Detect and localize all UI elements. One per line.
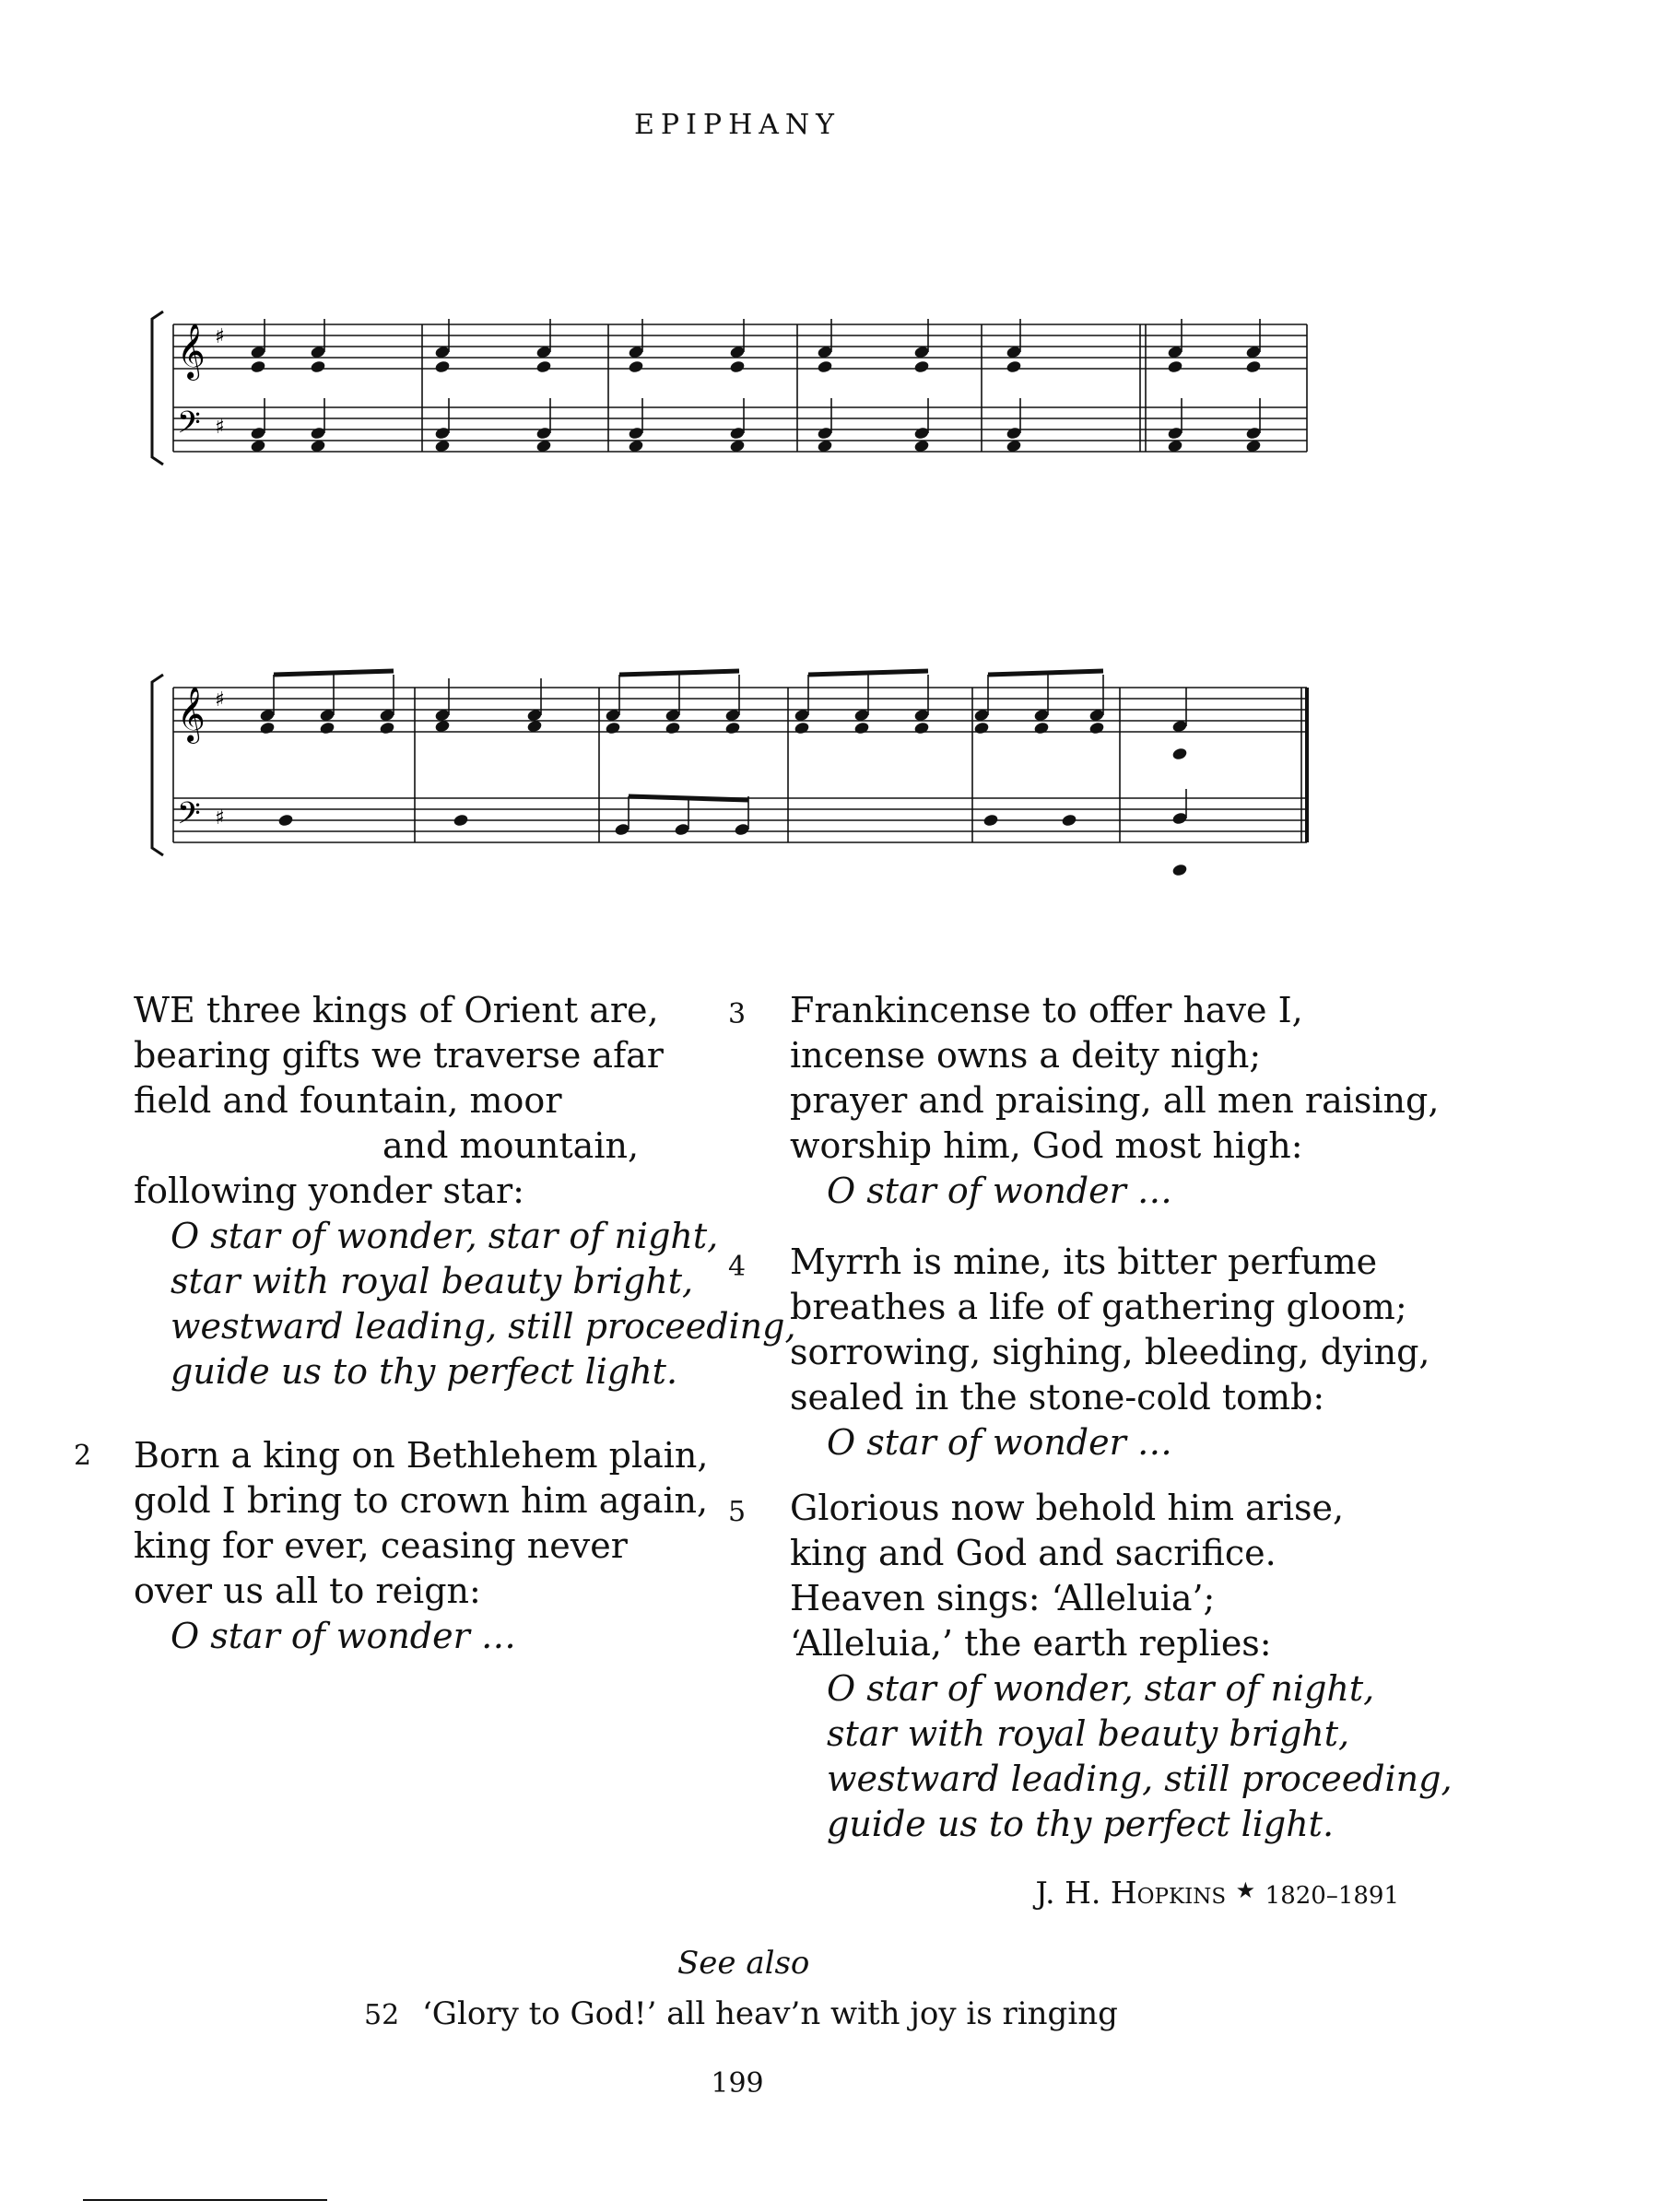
note-beam <box>619 671 739 675</box>
author-surname: Hopkins <box>1110 1875 1227 1911</box>
note-beam <box>274 671 394 675</box>
verse-number: 2 <box>74 1440 92 1472</box>
key-signature-sharp: ♯ <box>215 688 225 712</box>
verse-line: sealed in the stone-cold tomb: <box>790 1377 1325 1418</box>
note-head <box>259 721 276 735</box>
note-head <box>1171 863 1188 877</box>
refrain-line: guide us to thy perfect light. <box>171 1351 678 1392</box>
verse-line: sorrowing, sighing, bleeding, dying, <box>790 1332 1430 1372</box>
verse-line: prayer and praising, all men raising, <box>790 1080 1440 1121</box>
key-signature-sharp: ♯ <box>215 806 225 830</box>
music-score <box>138 276 1336 940</box>
verse-5 <box>790 1486 1453 1847</box>
refrain-line: westward leading, still proceeding, <box>827 1759 1453 1799</box>
page-number: 199 <box>711 2067 764 2100</box>
author-dates: 1820–1891 <box>1265 1882 1399 1910</box>
note-head <box>605 721 621 735</box>
verse-2 <box>134 1433 708 1659</box>
note-head <box>729 359 746 373</box>
refrain-line: O star of wonder, star of night, <box>171 1216 719 1256</box>
verse-line: worship him, God most high: <box>790 1125 1303 1166</box>
verse-1 <box>134 988 796 1394</box>
note-head <box>379 721 395 735</box>
treble-clef-icon: 𝄞 <box>177 324 206 379</box>
verse-number: 3 <box>728 998 747 1030</box>
verse-line: breathes a life of gathering gloom; <box>790 1287 1407 1327</box>
verse-line: and mountain, <box>382 1125 640 1166</box>
note-head <box>665 721 681 735</box>
refrain-line: guide us to thy perfect light. <box>827 1804 1335 1844</box>
note-head <box>913 721 930 735</box>
note-head <box>794 721 810 735</box>
verse-number: 4 <box>728 1251 747 1283</box>
bass-clef-icon: 𝄢 <box>177 796 201 839</box>
refrain-line: star with royal beauty bright, <box>827 1713 1350 1754</box>
refrain-reference: O star of wonder … <box>827 1422 1172 1463</box>
note-head <box>1006 359 1022 373</box>
system-bracket <box>152 312 163 465</box>
verse-4 <box>790 1240 1430 1465</box>
verse-line: Frankincense to offer have I, <box>790 990 1303 1030</box>
note-head <box>453 813 469 827</box>
note-head <box>1245 359 1262 373</box>
note-head <box>310 359 326 373</box>
verse-line: following yonder star: <box>134 1171 524 1211</box>
verse-line: field and fountain, moor <box>134 1080 562 1121</box>
key-signature-sharp: ♯ <box>215 325 225 348</box>
verse-line: Heaven sings: ‘Alleluia’; <box>790 1578 1216 1618</box>
verse-line: gold I bring to crown him again, <box>134 1480 709 1521</box>
treble-clef-icon: 𝄞 <box>177 687 206 742</box>
refrain-line: O star of wonder, star of night, <box>827 1668 1375 1709</box>
verse-line: bearing gifts we traverse afar <box>134 1035 664 1076</box>
verse-line: over us all to reign: <box>134 1571 481 1611</box>
note-head <box>1171 747 1188 760</box>
note-head <box>973 721 990 735</box>
refrain-reference: O star of wonder … <box>827 1171 1172 1211</box>
note-head <box>817 359 833 373</box>
author-attribution <box>1035 1875 1399 1911</box>
refrain-reference: O star of wonder … <box>171 1616 516 1656</box>
hymn-title: ‘Glory to God!’ all heav’n with joy is ringing <box>422 1995 1118 2032</box>
verse-line: Born a king on Bethlehem plain, <box>134 1435 709 1476</box>
author-initials: J. H. <box>1035 1875 1101 1911</box>
verse-line: Myrrh is mine, its bitter perfume <box>790 1241 1378 1282</box>
note-head <box>724 721 741 735</box>
note-head <box>250 359 266 373</box>
refrain-line: star with royal beauty bright, <box>171 1261 694 1301</box>
see-also-label: See also <box>677 1945 810 1982</box>
note-head <box>1088 721 1105 735</box>
verse-line: king for ever, ceasing never <box>134 1525 628 1566</box>
verse-number: 5 <box>728 1496 747 1528</box>
note-head <box>1033 721 1050 735</box>
hymn-number: 52 <box>364 1999 400 2031</box>
verse-line: king and God and sacrifice. <box>790 1533 1277 1573</box>
footer-rule <box>83 2199 327 2201</box>
key-signature-sharp: ♯ <box>215 416 225 439</box>
note-head <box>913 359 930 373</box>
note-head <box>628 359 644 373</box>
note-beam <box>808 671 928 675</box>
star-icon: ★ <box>1235 1877 1256 1903</box>
note-head <box>319 721 335 735</box>
note-head <box>277 813 294 827</box>
verse-line: Glorious now behold him arise, <box>790 1488 1345 1528</box>
note-beam <box>629 796 748 800</box>
note-head <box>853 721 870 735</box>
note-head <box>982 813 999 827</box>
see-also-item <box>364 1995 1118 2032</box>
verse-line: ‘Alleluia,’ the earth replies: <box>790 1623 1272 1664</box>
verse-line: WE three kings of Orient are, <box>134 990 659 1030</box>
refrain-line: westward leading, still proceeding, <box>171 1306 796 1347</box>
bass-clef-icon: 𝄢 <box>177 406 201 448</box>
note-head <box>1061 813 1077 827</box>
verse-3 <box>790 988 1439 1214</box>
note-head <box>1167 359 1183 373</box>
system-bracket <box>152 675 163 855</box>
page-header: EPIPHANY <box>633 109 841 141</box>
note-beam <box>988 671 1103 675</box>
note-head <box>535 359 552 373</box>
note-head <box>434 359 451 373</box>
verse-line: incense owns a deity nigh; <box>790 1035 1262 1076</box>
